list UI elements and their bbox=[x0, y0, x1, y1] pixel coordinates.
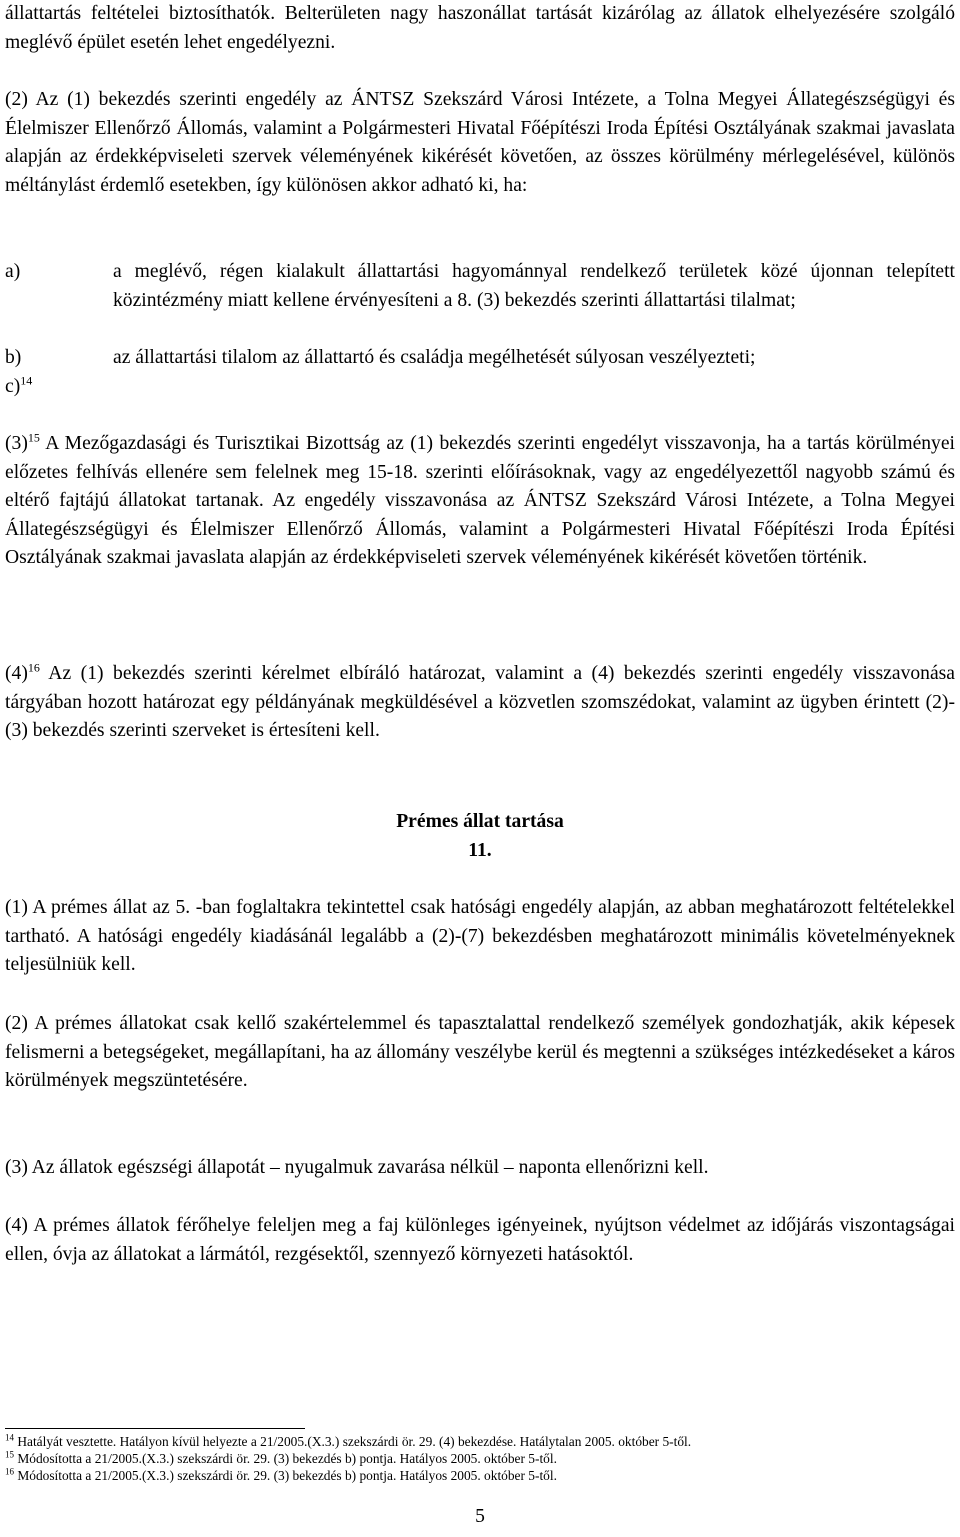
section-title: Prémes állat tartása bbox=[396, 811, 564, 832]
footnote-number-14: 14 bbox=[5, 1432, 14, 1443]
list-item-c bbox=[5, 373, 955, 402]
footnote-ref-16: 16 bbox=[27, 660, 40, 675]
footnote-16 bbox=[5, 1468, 955, 1484]
section-paragraph-2: (2) A prémes állatokat csak kellő szakértelemmel és tapasztalattal rendelkező személyek gondozhatják, akik képesek felismerni a betegségeket, megállapítani, ha az állomány veszélybe kerül és megtenni a szükséges intézkedéseket a káros körülmények megszüntetésére. bbox=[5, 1013, 955, 1092]
page-number: 5 bbox=[475, 1506, 485, 1527]
paragraph-4-lead: (4) bbox=[5, 663, 28, 684]
list-item-b bbox=[5, 344, 955, 373]
section-paragraph-3: (3) Az állatok egészségi állapotát – nyugalmuk zavarása nélkül – naponta ellenőrizni kell. bbox=[5, 1157, 709, 1178]
list-letter-a: a) bbox=[5, 261, 21, 282]
footnote-ref-15: 15 bbox=[27, 430, 40, 445]
continuation-paragraph: állattartás feltételei biztosíthatók. Belterületen nagy haszonállat tartását kizárólag az állatok elhelyezésére szolgáló meglévő épület esetén lehet engedélyezni. bbox=[5, 3, 955, 53]
list-letter-c bbox=[5, 373, 95, 402]
footnote-14 bbox=[5, 1434, 955, 1450]
list-letter-c-text: c) bbox=[5, 376, 21, 397]
section-paragraph-1: (1) A prémes állat az 5. -ban foglaltakra tekintettel csak hatósági engedély alapján, az abban meghatározott feltételekkel tartható. A hatósági engedély kiadásánál legalább a (2)-(7) bekezdésben meghatározott minimális követelményeknek teljesülniük kell. bbox=[5, 897, 955, 976]
list-text-a: a meglévő, régen kialakult állattartási hagyománnyal rendelkező területek közé újonnan telepített közintézmény miatt kellene érvényesíteni a 8. (3) bekezdés szerinti állattartási tilalmat; bbox=[113, 261, 955, 311]
paragraph-2: (2) Az (1) bekezdés szerinti engedély az ÁNTSZ Szekszárd Városi Intézete, a Tolna Megyei Állategészségügyi és Élelmiszer Ellenőrző Állomás, valamint a Polgármesteri Hivatal Főépítészi Iroda Építési Osztályának szakmai javaslata alapján az érdekképviseleti szervek véleményének kikérését követően, az összes körülmény mérlegelésével, különös méltánylást érdemlő esetekben, így különösen akkor adható ki, ha: bbox=[5, 89, 955, 196]
list-letter-b: b) bbox=[5, 347, 22, 368]
footnote-text-14: Hatályát vesztette. Hatályon kívül helyezte a 21/2005.(X.3.) szekszárdi ör. 29. (4) bekezdése. Hatálytalan 2005. október 5-től. bbox=[14, 1434, 692, 1449]
paragraph-4-text: Az (1) bekezdés szerinti kérelmet elbíráló határozat, valamint a (4) bekezdés szerinti engedély visszavonása tárgyában hozott határozat egy példányának megküldésével a közvetlen szomszédokat, valamint az ügyben érintett (2)-(3) bekezdés szerinti szerveket is értesíteni kell. bbox=[5, 663, 955, 742]
paragraph-3-text: A Mezőgazdasági és Turisztikai Bizottság az (1) bekezdés szerinti engedélyt visszavonja, ha a tartás körülményei előzetes felhívás ellenére sem felelnek meg 15-18. szerinti előírásoknak, vagy az engedélyezettől nagyobb számú és eltérő fajtájú állatokat tartanak. Az engedély visszavonása az ÁNTSZ Szekszárd Városi Intézete, a Tolna Megyei Állategészségügyi és Élelmiszer Ellenőrző Állomás, valamint a Polgármesteri Hivatal Főépítészi Iroda Építési Osztályának szakmai javaslata alapján az érdekképviseleti szervek véleményének kikérését követően történik. bbox=[5, 433, 955, 569]
paragraph-3-lead: (3) bbox=[5, 433, 28, 454]
footnote-ref-14: 14 bbox=[20, 373, 33, 388]
footnote-divider bbox=[5, 1428, 305, 1429]
footnote-number-16: 16 bbox=[5, 1466, 14, 1477]
list-item-a bbox=[5, 258, 955, 344]
footnote-text-16: Módosította a 21/2005.(X.3.) szekszárdi ör. 29. (3) bekezdés b) pontja. Hatályos 2005. október 5-től. bbox=[14, 1468, 557, 1483]
section-number: 11. bbox=[468, 840, 492, 861]
list-text-b: az állattartási tilalom az állattartó és családja megélhetését súlyosan veszélyezteti; bbox=[113, 347, 756, 368]
section-paragraph-4: (4) A prémes állatok férőhelye feleljen meg a faj különleges igényeinek, nyújtson védelmet az időjárás viszontagságai ellen, óvja az állatokat a lármától, rezgésektől, szennyező környezeti hatásoktól. bbox=[5, 1215, 955, 1265]
paragraph-4 bbox=[5, 660, 955, 746]
paragraph-3 bbox=[5, 430, 955, 573]
footnote-text-15: Módosította a 21/2005.(X.3.) szekszárdi ör. 29. (3) bekezdés b) pontja. Hatályos 2005. október 5-től. bbox=[14, 1451, 557, 1466]
footnote-15 bbox=[5, 1451, 955, 1467]
footnote-number-15: 15 bbox=[5, 1449, 14, 1460]
